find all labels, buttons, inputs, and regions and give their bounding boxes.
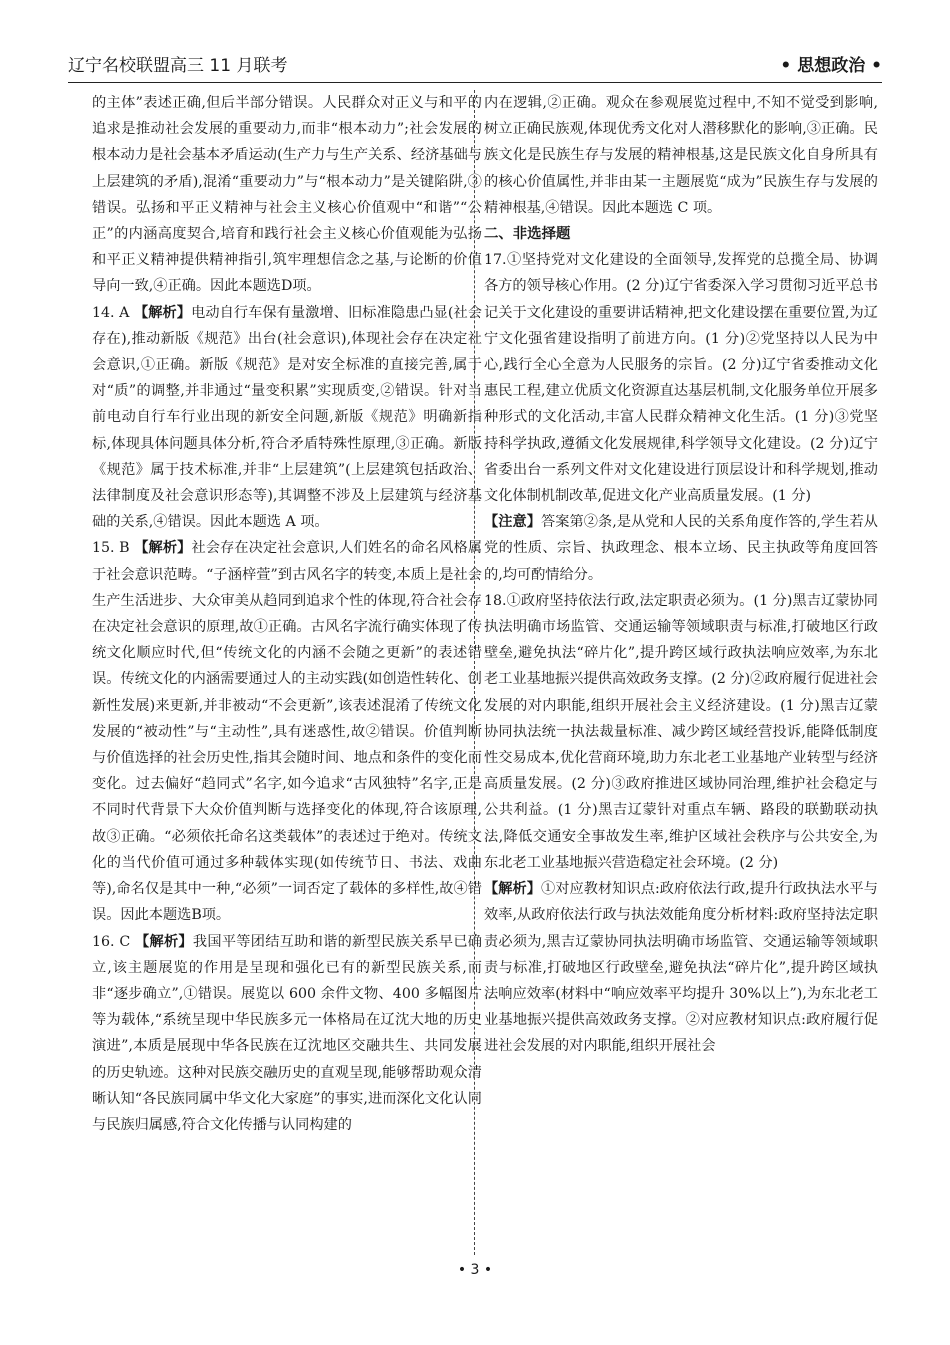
- answer-text: 社会存在决定社会意识,人们姓名的命名风格属于社会意识范畴。“子涵梓萱”到古风名字的转变,本质上是社会生产生活进步、大众审美从趋同到追求个性的体现,符合社会存在决定社会意识的原理,故①正确。古风名字流行确实体现了传统文化顺应时代,但“传统文化的内涵不会随之更新”的表述错误。传统文化的内涵需要通过人的主动实践(如创造性转化、创新性发展)来更新,并非被动“不会更新”,该表述混淆了传统文化发展的“被动性”与“主动性”,具有迷惑性,故②错误。价值判断与价值选择的社会历史性,指其会随时间、地点和条件的变化而变化。过去偏好“趋同式”名字,如今追求“古风独特”名字,正是不同时代背景下大众价值判断与选择变化的体现,符合该原理,故③正确。“必须依托命名这类载体”的表述过于绝对。传统文化的当代价值可通过多种载体实现(如传统节日、书法、戏曲等),命名仅是其中一种,“必须”一词否定了载体的多样性,故④错误。因此本题选B项。: [92, 540, 482, 924]
- answer-text: ①政府坚持依法行政,法定职责必须为。(1 分)黑吉辽蒙协同执法明确市场监管、交通运输等领域职责与标准,打破地区行政壁垒,避免执法“碎片化”,提升跨区域行政执法响应效率,为东北老工业基地振兴提供高效政务支撑。(2 分)②政府履行促进社会发展的对内职能,组织开展社会主义经济建设。(1 分)黑吉辽蒙协同执法统一执法裁量标准、减少跨区域经营投诉,能降低制度性交易成本,优化营商环境,助力东北老工业基地产业转型与经济高质量发展。(2 分)③政府推进区域协同治理,维护社会稳定与公共利益。(1 分)黑吉辽蒙针对重点车辆、路段的联勤联动执法,降低交通安全事故发生率,维护区域社会秩序与公共安全,为东北老工业基地振兴营造稳定社会环境。(2 分): [484, 592, 878, 871]
- q16-continuation: 内在逻辑,②正确。观众在参观展览过程中,不知不觉受到影响,树立正确民族观,体现优秀文化对人潜移默化的影响,③正确。民族文化是民族生存与发展的精神根基,这是民族文化自身所具有的核心价值属性,并非由某一主题展览“成为”民族生存与发展的精神根基,④错误。因此本题选 C 项。: [484, 95, 878, 216]
- right-column: [484, 90, 878, 1255]
- page-number: • 3 •: [457, 1262, 493, 1278]
- analysis-18: [484, 876, 878, 1059]
- page-header: [68, 50, 882, 83]
- q13-continuation: 的主体”表述正确,但后半部分错误。人民群众对正义与和平的追求是推动社会发展的重要动力,而非“根本动力”;社会发展的根本动力是社会基本矛盾运动(生产力与生产关系、经济基础与上层建筑的矛盾),混淆“重要动力”与“根本动力”是关键陷阱,③错误。弘扬和平正义精神与社会主义核心价值观中“和谐”“公正”的内涵高度契合,培育和践行社会主义核心价值观能为弘扬和平正义精神提供精神指引,筑牢理想信念之基,与论断的价值导向一致,④正确。因此本题选D项。: [92, 95, 482, 295]
- answer-item-15: [92, 535, 482, 928]
- answer-number: 18.: [484, 592, 507, 609]
- exam-title: 辽宁名校联盟高三 11 月联考: [68, 56, 288, 76]
- answer-item-18: [484, 588, 878, 876]
- answer-item-17: [484, 247, 878, 509]
- column-divider: [474, 90, 475, 1255]
- note-17: [484, 509, 878, 588]
- answer-number: 16. C: [92, 933, 131, 950]
- analysis-text: ①对应教材知识点:政府依法行政,提升行政执法水平与效率,从政府依法行政与执法效能角度分析材料:政府坚持法定职责必须为,黑吉辽蒙协同执法明确市场监管、交通运输等领域职责与标准,打破地区行政壁垒,避免执法“碎片化”,提升跨区域执法响应效率(材料中“响应效率平均提升 30%以上”),为东北老工业基地振兴提供高效政务支撑。②对应教材知识点:政府履行促进社会发展的对内职能,组织开展社会: [484, 881, 878, 1055]
- subject-label: • 思想政治 •: [780, 56, 882, 76]
- answer-number: 17.: [484, 252, 507, 269]
- answer-text: ①坚持党对文化建设的全面领导,发挥党的总揽全局、协调各方的领导核心作用。(2 分)辽宁省委深入学习贯彻习近平总书记关于文化建设的重要讲话精神,把文化建设摆在重要位置,为辽宁文化强省建设指明了前进方向。(1 分)②党坚持以人民为中心,践行全心全意为人民服务的宗旨。(2 分)辽宁省委推动文化惠民工程,建立优质文化资源直达基层机制,文化服务单位开展多种形式的文化活动,丰富人民群众精神文化生活。(1 分)③党坚持科学执政,遵循文化发展规律,科学领导文化建设。(2 分)辽宁省委出台一系列文件对文化建设进行顶层设计和科学规划,推动文化体制机制改革,促进文化产业高质量发展。(1 分): [484, 252, 878, 505]
- analysis-tag: 【解析】: [134, 304, 192, 321]
- analysis-tag: 【解析】: [484, 881, 541, 898]
- left-column: [92, 90, 482, 1255]
- answer-item-16: [92, 929, 482, 1139]
- answer-text: 电动自行车保有量激增、旧标准隐患凸显(社会存在),推动新版《规范》出台(社会意识),体现社会存在决定社会意识,①正确。新版《规范》是对安全标准的直接完善,属于对“质”的调整,并非通过“量变积累”实现质变,②错误。针对当前电动自行车行业出现的新安全问题,新版《规范》明确新指标,体现具体问题具体分析,符合矛盾特殊性原理,③正确。新版《规范》属于技术标准,并非“上层建筑”(上层建筑包括政治、法律制度及社会意识形态等),其调整不涉及上层建筑与经济基础的关系,④错误。因此本题选 A 项。: [92, 304, 482, 531]
- answer-text: 我国平等团结互助和谐的新型民族关系早已确立,该主题展览的作用是呈现和强化已有的新型民族关系,而非“逐步确立”,①错误。展览以 600 余件文物、400 多幅图片等为载体,“系统呈现中华民族多元一体格局在辽沈大地的历史演进”,本质是展现中华各民族在辽沈地区交融共生、共同发展的历史轨迹。这种对民族交融历史的直观呈现,能够帮助观众清晰认知“各民族同属中华文化大家庭”的事实,进而深化文化认同与民族归属感,符合文化传播与认同构建的: [92, 933, 482, 1133]
- answer-number: 15. B: [92, 540, 130, 557]
- note-tag: 【注意】: [484, 514, 542, 531]
- analysis-tag: 【解析】: [134, 540, 192, 557]
- analysis-tag: 【解析】: [135, 933, 193, 950]
- answer-item-14: [92, 300, 482, 536]
- answer-number: 14. A: [92, 304, 130, 321]
- section-heading: 二、非选择题: [484, 226, 571, 243]
- note-text: 答案第②条,是从党和人民的关系角度作答的,学生若从党的性质、宗旨、执政理念、根本立场、民主执政等角度回答的,均可酌情给分。: [484, 514, 878, 583]
